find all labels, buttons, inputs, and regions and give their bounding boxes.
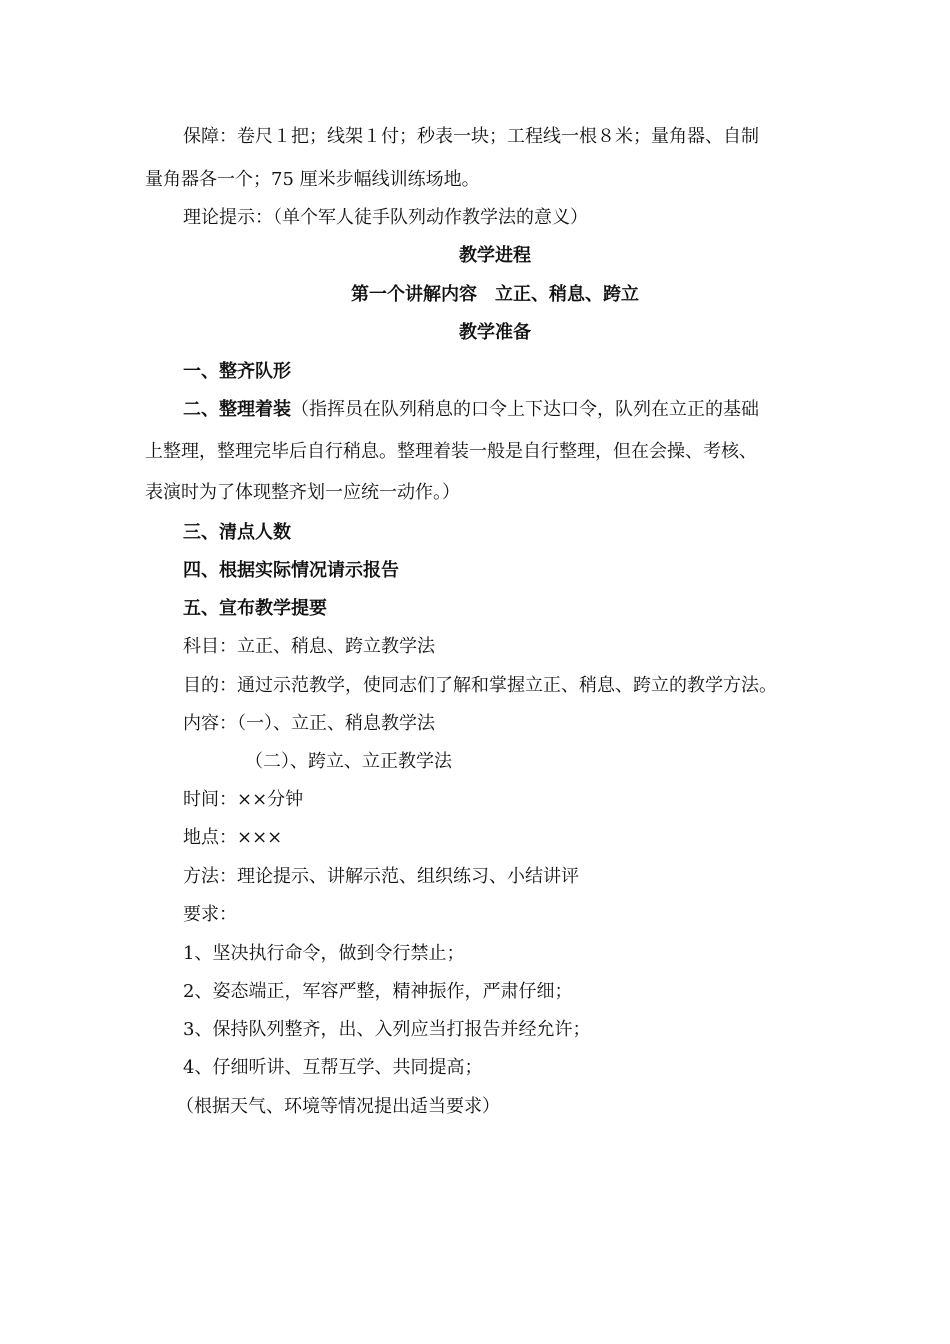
- theory-hint: 理论提示：（单个军人徒手队列动作教学法的意义）: [183, 207, 588, 228]
- step-2-text: （指挥员在队列稍息的口令上下达口令，队列在立正的基础: [291, 399, 759, 420]
- outline-place: 地点：×××: [183, 827, 283, 848]
- requirement-item: 1、坚决执行命令，做到令行禁止；: [183, 943, 465, 964]
- outline-requirements-label: 要求：: [183, 904, 237, 925]
- heading-teaching-prep: 教学准备: [459, 322, 531, 343]
- step-4: 四、根据实际情况请示报告: [183, 560, 399, 581]
- step-5: 五、宣布教学提要: [183, 598, 327, 619]
- outline-content-2: （二）、跨立、立正教学法: [245, 751, 452, 772]
- support-line-1: 保障：卷尺１把；线架１付；秒表一块；工程线一根８米；量角器、自制: [183, 126, 759, 147]
- requirements-note: （根据天气、环境等情况提出适当要求）: [176, 1096, 500, 1117]
- step-2-text-line-2: 上整理，整理完毕后自行稍息。整理着装一般是自行整理，但在会操、考核、: [145, 441, 757, 462]
- step-2-title: 二、整理着装: [183, 399, 291, 420]
- outline-content-1: 内容：（一）、立正、稍息教学法: [183, 713, 435, 734]
- outline-time: 时间：××分钟: [183, 789, 304, 810]
- outline-method: 方法：理论提示、讲解示范、组织练习、小结讲评: [183, 866, 579, 887]
- step-2: [183, 398, 759, 422]
- support-line-2: 量角器各一个；75 厘米步幅线训练场地。: [145, 169, 480, 190]
- requirement-item: 4、仔细听讲、互帮互学、共同提高；: [183, 1057, 483, 1078]
- step-2-text-line-3: 表演时为了体现整齐划一应统一动作。）: [145, 482, 460, 503]
- heading-first-content: 第一个讲解内容 立正、稍息、跨立: [351, 284, 639, 305]
- outline-purpose: 目的：通过示范教学，使同志们了解和掌握立正、稍息、跨立的教学方法。: [183, 675, 777, 696]
- heading-teaching-process: 教学进程: [459, 245, 531, 266]
- requirement-item: 3、保持队列整齐，出、入列应当打报告并经允许；: [183, 1019, 591, 1040]
- outline-subject: 科目：立正、稍息、跨立教学法: [183, 636, 435, 657]
- requirement-item: 2、姿态端正，军容严整，精神振作，严肃仔细；: [183, 981, 573, 1002]
- step-3: 三、清点人数: [183, 522, 291, 543]
- step-1: 一、整齐队形: [183, 361, 291, 382]
